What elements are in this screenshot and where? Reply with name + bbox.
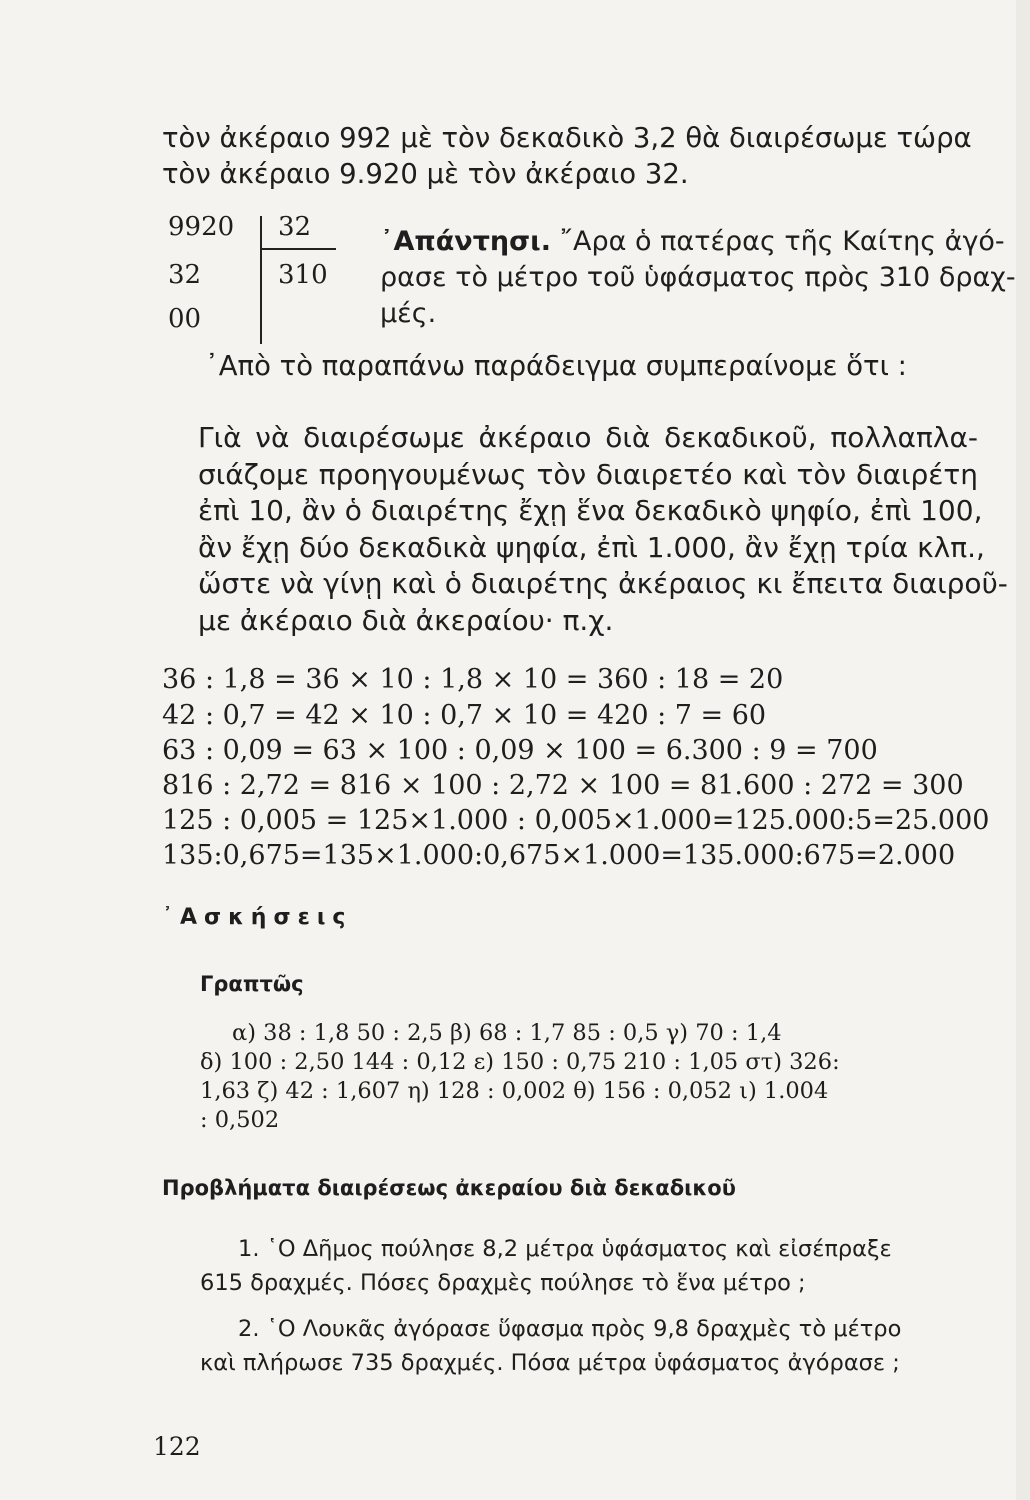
exercise-line: : 0,502 (200, 1107, 280, 1133)
rule-paragraph (198, 420, 1008, 639)
example-equation: 42 : 0,7 = 42 × 10 : 0,7 × 10 = 420 : 7 = 60 (162, 700, 767, 731)
ld-quotient: 310 (278, 260, 328, 290)
rule-line: ἂν ἔχῃ δύο δεκαδικὰ ψηφία, ἐπὶ 1.000, ἂν ἔχῃ τρία κλπ., (198, 530, 985, 564)
example-equation: 816 : 2,72 = 816 × 100 : 2,72 × 100 = 81.600 : 272 = 300 (162, 770, 964, 801)
problem-1-line-1: 1. ῾Ο Δῆμος πούλησε 8,2 μέτρα ὑφάσματος καὶ εἰσέπραξε (238, 1236, 892, 1262)
conclusion-text: ᾿Απὸ τὸ παραπάνω παράδειγμα συμπεραίνομε ὅτι : (205, 350, 907, 382)
page-number: 122 (153, 1432, 201, 1461)
answer-text-1: ῎Αρα ὁ πατέρας τῆς Καίτης ἀγό- (559, 226, 1005, 257)
exercise-line: δ) 100 : 2,50 144 : 0,12 ε) 150 : 0,75 210 : 1,05 στ) 326: (200, 1049, 840, 1075)
answer-line-3: μές. (380, 298, 437, 329)
scan-edge (1016, 0, 1030, 1500)
problem-2-line-1: 2. ῾Ο Λουκᾶς ἀγόρασε ὕφασμα πρὸς 9,8 δραχμὲς τὸ μέτρο (238, 1316, 902, 1342)
problem-1-line-2: 615 δραχμές. Πόσες δραχμὲς πούλησε τὸ ἕνα μέτρο ; (200, 1270, 806, 1296)
answer-line-1 (380, 226, 1005, 257)
exercise-line: α) 38 : 1,8 50 : 2,5 β) 68 : 1,7 85 : 0,5 γ) 70 : 1,4 (232, 1020, 782, 1046)
exercises-heading: ᾿Ασκήσεις (162, 905, 353, 930)
problems-heading: Προβλήματα διαιρέσεως ἀκεραίου διὰ δεκαδικοῦ (162, 1176, 736, 1200)
exercises-subheading: Γραπτῶς (200, 972, 304, 996)
answer-label: ᾿Απάντησι. (380, 226, 551, 257)
example-equation: 125 : 0,005 = 125×1.000 : 0,005×1.000=125.000:5=25.000 (162, 805, 990, 836)
problem-2-line-2: καὶ πλήρωσε 735 δραχμές. Πόσα μέτρα ὑφάσματος ἀγόρασε ; (200, 1350, 900, 1376)
example-equation: 63 : 0,09 = 63 × 100 : 0,09 × 100 = 6.300 : 9 = 700 (162, 735, 878, 766)
rule-line: Γιὰ νὰ διαιρέσωμε ἀκέραιο διὰ δεκαδικοῦ, πολλαπλα- (198, 421, 978, 454)
exercise-line: 1,63 ζ) 42 : 1,607 η) 128 : 0,002 θ) 156 : 0,052 ι) 1.004 (200, 1078, 829, 1104)
rule-line: με ἀκέραιο διὰ ἀκεραίου· π.χ. (198, 603, 614, 637)
ld-horizontal-line (260, 248, 336, 250)
ld-vertical-line (260, 216, 262, 344)
intro-line-1: τὸν ἀκέραιο 992 μὲ τὸν δεκαδικὸ 3,2 θὰ διαιρέσωμε τώρα (162, 122, 972, 154)
example-equation: 135:0,675=135×1.000:0,675×1.000=135.000:675=2.000 (162, 840, 956, 871)
example-equation: 36 : 1,8 = 36 × 10 : 1,8 × 10 = 360 : 18 = 20 (162, 664, 784, 695)
long-division (168, 212, 348, 344)
rule-line: ἐπὶ 10, ἂν ὁ διαιρέτης ἔχῃ ἕνα δεκαδικὸ ψηφίο, ἐπὶ 100, (198, 494, 983, 527)
rule-line: ὥστε νὰ γίνῃ καὶ ὁ διαιρέτης ἀκέραιος κι ἔπειτα διαιροῦ- (198, 567, 1008, 600)
ld-step: 32 (168, 260, 202, 290)
rule-line: σιάζομε προηγουμένως τὸν διαιρετέο καὶ τὸν διαιρέτη (198, 457, 978, 491)
answer-line-2: ρασε τὸ μέτρο τοῦ ὑφάσματος πρὸς 310 δραχ- (380, 262, 1016, 293)
ld-remainder: 00 (168, 304, 202, 334)
ld-dividend: 9920 (168, 212, 235, 242)
ld-divisor: 32 (278, 212, 312, 242)
intro-line-2: τὸν ἀκέραιο 9.920 μὲ τὸν ἀκέραιο 32. (162, 158, 689, 190)
